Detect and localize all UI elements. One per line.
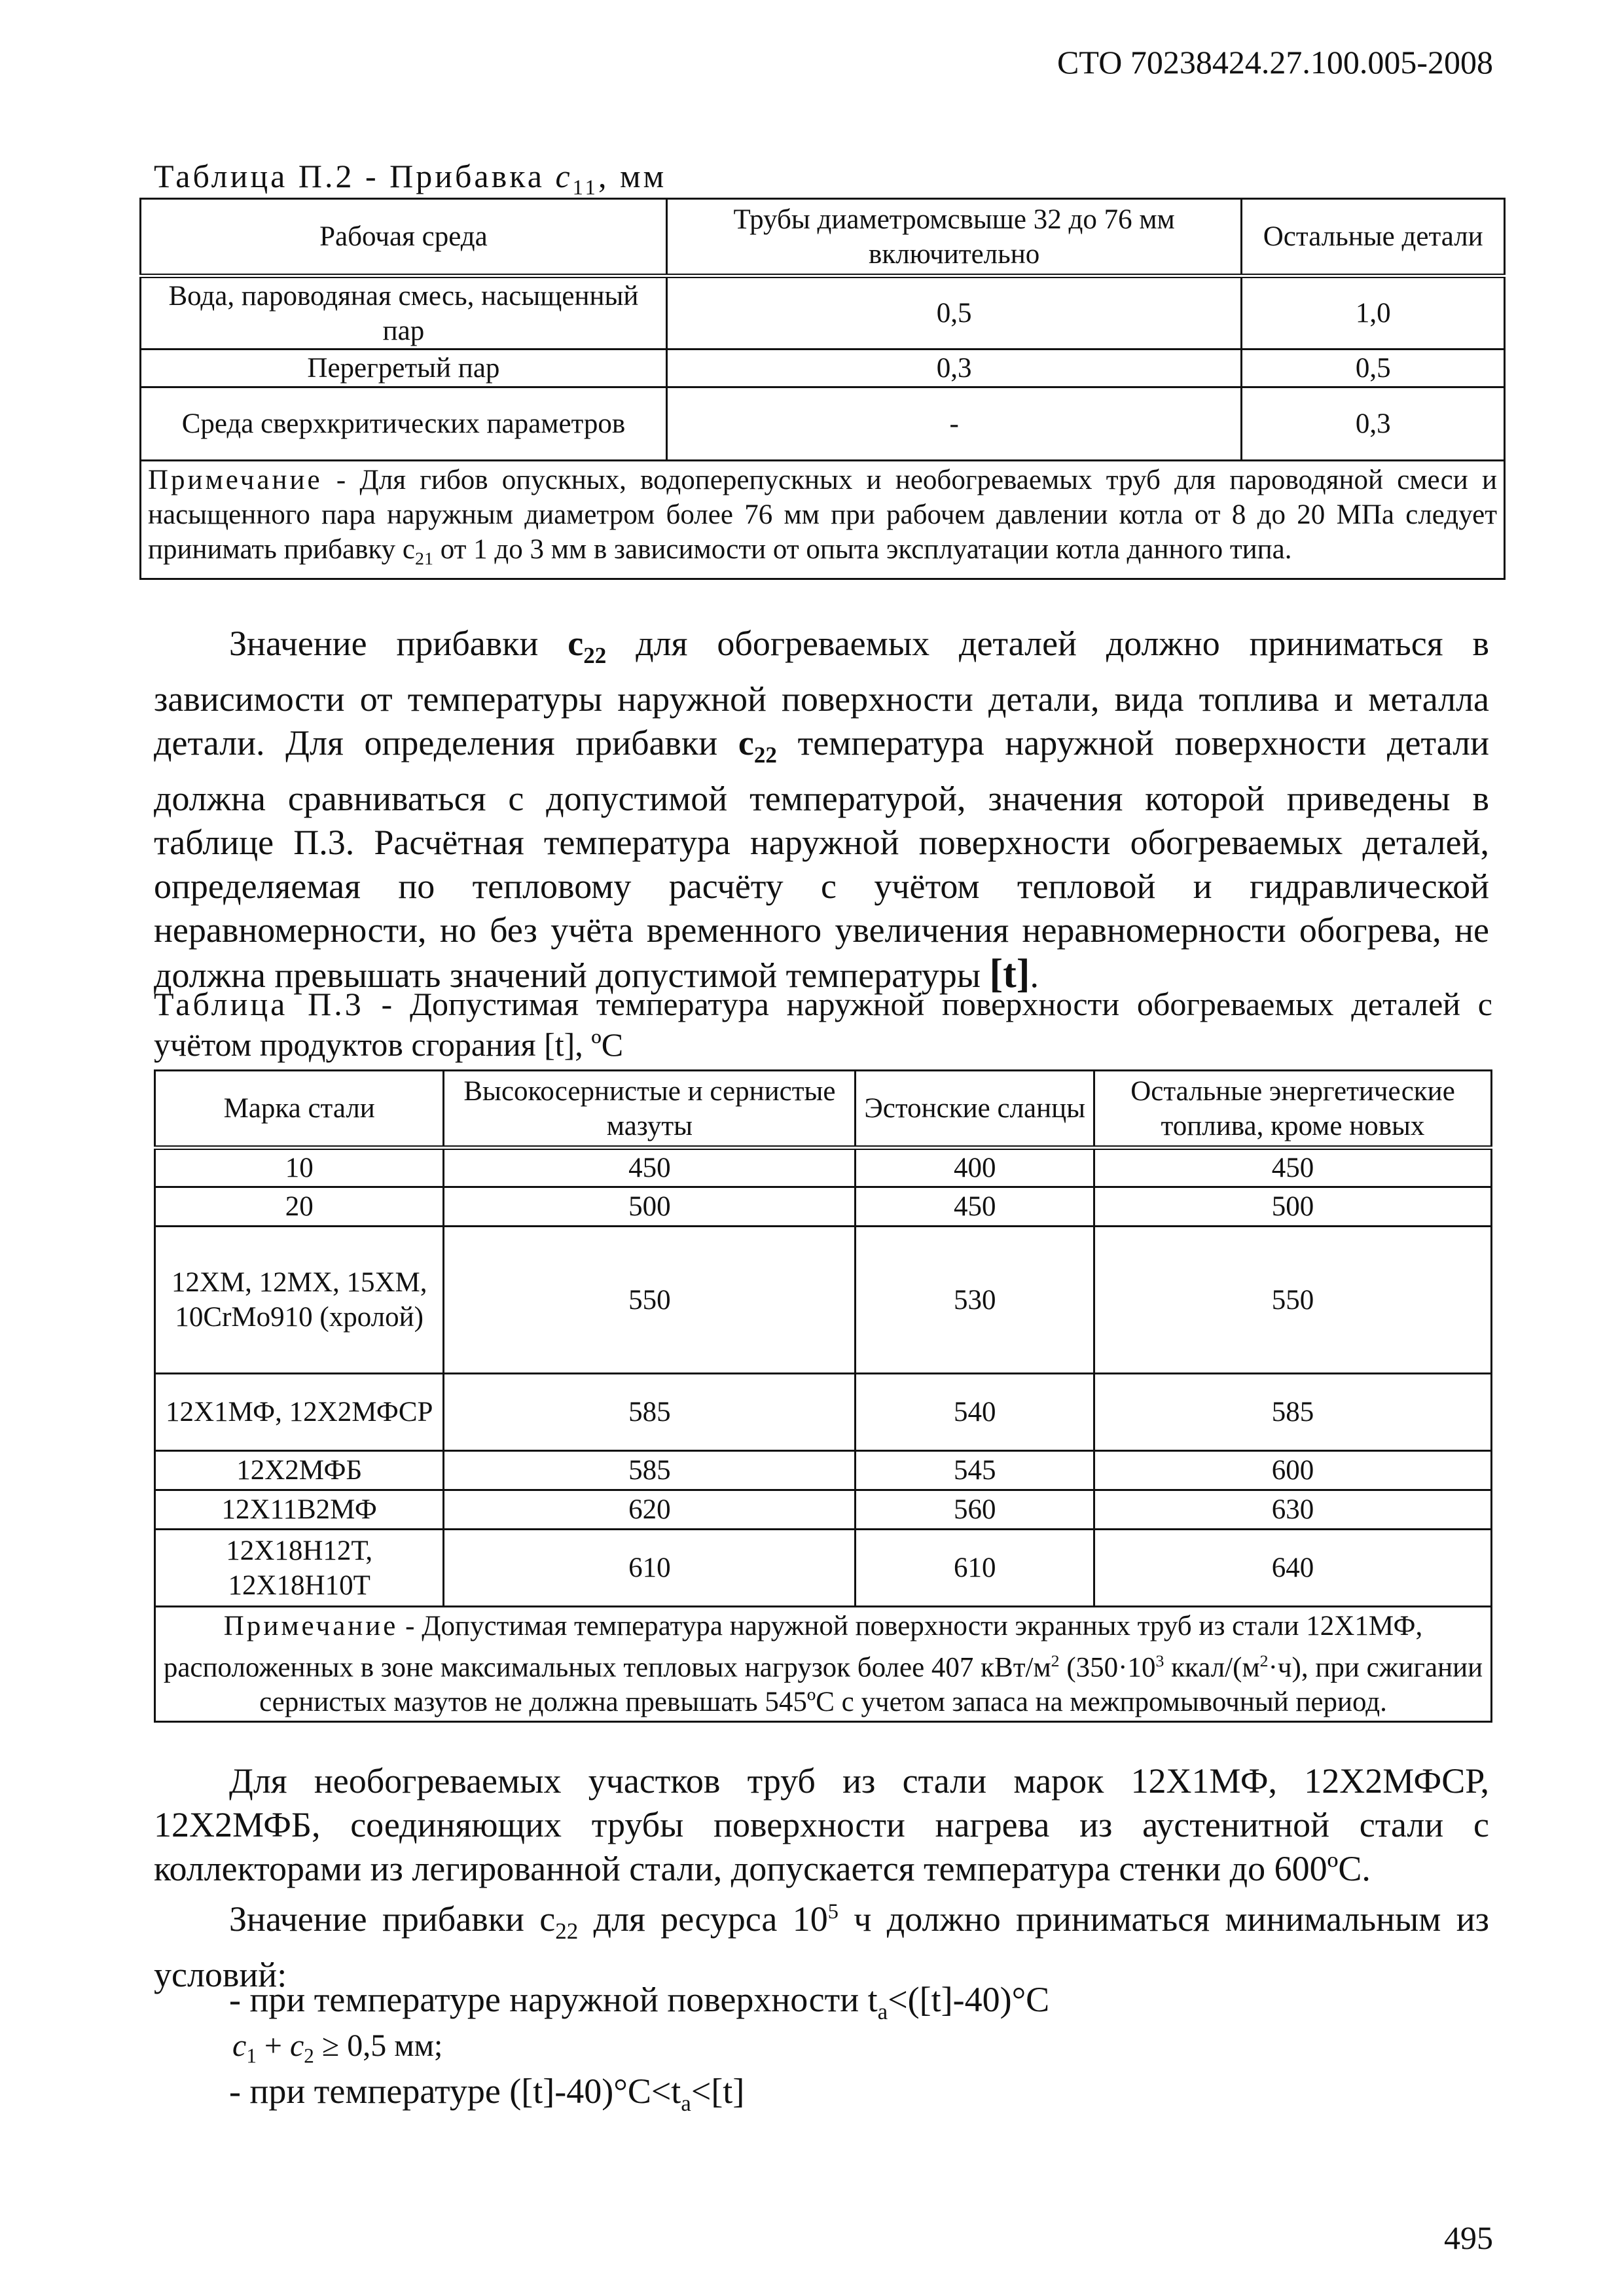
table2-caption-suffix: , мм bbox=[598, 158, 667, 194]
table2-cell: 1,0 bbox=[1242, 276, 1505, 350]
table3-cell: 560 bbox=[856, 1490, 1094, 1530]
table-row bbox=[141, 387, 1505, 461]
para3-text: ч должно приниматься минимальным из условий: bbox=[154, 1899, 1489, 1994]
table-row bbox=[155, 1187, 1492, 1227]
table3-note-text: ·ч), при сжигании сернистых мазутов не должна превышать 545ºС с учетом запаса на межпромывочный период. bbox=[259, 1652, 1483, 1718]
table3-cell: 500 bbox=[444, 1187, 856, 1227]
table3-cell: 12ХМ, 12МХ, 15ХМ, 10CrMo910 (хролой) bbox=[155, 1227, 444, 1374]
para1-t-symbol: [t] bbox=[989, 951, 1030, 996]
table-row bbox=[155, 1227, 1492, 1374]
table3-cell: 600 bbox=[1094, 1451, 1491, 1490]
table3-cell: 12Х2МФБ bbox=[155, 1451, 444, 1490]
table3-cell: 545 bbox=[856, 1451, 1094, 1490]
table3-cell: 550 bbox=[1094, 1227, 1491, 1374]
table2-cell: Перегретый пар bbox=[141, 350, 667, 387]
para3-sub: 22 bbox=[555, 1918, 579, 1944]
document-code: СТО 70238424.27.100.005-2008 bbox=[1057, 44, 1493, 81]
table2-cell: Вода, пароводяная смесь, насыщенный пар bbox=[141, 276, 667, 350]
table3-note-text: ккал/(м bbox=[1164, 1652, 1260, 1683]
table3 bbox=[154, 1069, 1492, 1723]
table2-header-cell: Остальные детали bbox=[1242, 199, 1505, 276]
table3-caption bbox=[154, 984, 1492, 1065]
table2-cell: Среда сверхкритических параметров bbox=[141, 387, 667, 461]
table2-note bbox=[141, 461, 1505, 579]
table2-caption-sub: 11 bbox=[572, 176, 598, 200]
para1-symbol: $c_{22}$ bbox=[738, 723, 777, 768]
para1-text: температура наружной поверхности детали должна сравниваться с допустимой температурой, значения которой приведены в таблице П.3. Расчётная температура наружной поверхности обогреваемых деталей, определяемая по тепловому расчёту с учётом тепловой и гидравлической неравномерности, но без учёта временного увеличения неравномерности обогрева, не должна превышать значений допустимой температуры bbox=[154, 723, 1489, 995]
table3-header-cell: Марка стали bbox=[155, 1071, 444, 1148]
table3-note-label: Примечание bbox=[223, 1611, 399, 1641]
table3-cell: 585 bbox=[1094, 1374, 1491, 1451]
table3-cell: 450 bbox=[444, 1148, 856, 1187]
table2-cell: 0,3 bbox=[666, 350, 1242, 387]
table3-cell: 585 bbox=[444, 1451, 856, 1490]
para1-text: . bbox=[1030, 955, 1039, 995]
para3-sup: 5 bbox=[827, 1900, 839, 1924]
table-row bbox=[141, 276, 1505, 350]
para3-text: Значение прибавки c bbox=[229, 1899, 556, 1939]
table3-cell: 12Х1МФ, 12Х2МФСР bbox=[155, 1374, 444, 1451]
table2-note-text: - Для гибов опускных, водоперепускных и необогреваемых труб для пароводяной смеси и насыщенного пара наружным диаметром более 76 мм при рабочем давлении котла от 8 до 20 МПа следует принимать прибавку c bbox=[148, 465, 1497, 565]
table3-cell: 540 bbox=[856, 1374, 1094, 1451]
table3-cell: 610 bbox=[856, 1530, 1094, 1607]
para1-symbol: $c_{22}$ bbox=[568, 624, 607, 668]
table-row bbox=[141, 350, 1505, 387]
table3-note-sup: 2 bbox=[1259, 1651, 1269, 1670]
table3-note bbox=[155, 1607, 1492, 1722]
list-item: - при температуре $([t]-40)^\circ C<t_a<[t]$ bbox=[229, 2072, 745, 2116]
list-item: - при температуре наружной поверхности $t_a<([t]-40)^\circ C$ bbox=[229, 1980, 1050, 2024]
paragraph-unheated: Для необогреваемых участков труб из стали марок 12Х1МФ, 12Х2МФСР, 12Х2МФБ, соединяющих трубы поверхности нагрева из аустенитной стали с коллекторами из легированной стали, допускается температура стенки до 600ºС. bbox=[154, 1761, 1489, 1888]
table3-cell: 400 bbox=[856, 1148, 1094, 1187]
table3-caption-text: - Допустимая температура наружной поверхности обогреваемых деталей с учётом продуктов сгорания [t], ºС bbox=[154, 986, 1492, 1063]
para1-text: Значение прибавки bbox=[229, 624, 568, 663]
table2-cell: 0,3 bbox=[1242, 387, 1505, 461]
table3-header-cell: Остальные энергетические топлива, кроме новых bbox=[1094, 1071, 1491, 1148]
formula: $c_1 + c_2 \ge 0,5$ мм; bbox=[232, 2028, 443, 2068]
table3-cell: 550 bbox=[444, 1227, 856, 1374]
table2-note-sub: 21 bbox=[415, 548, 433, 569]
table3-cell: 585 bbox=[444, 1374, 856, 1451]
table3-caption-label: Таблица П.3 bbox=[154, 986, 364, 1022]
para3-text: для ресурса 10 bbox=[578, 1899, 828, 1939]
table3-cell: 10 bbox=[155, 1148, 444, 1187]
table2-note-text-end: от 1 до 3 мм в зависимости от опыта эксплуатации котла данного типа. bbox=[433, 534, 1292, 565]
page-number: 495 bbox=[1444, 2219, 1493, 2256]
table-row bbox=[155, 1148, 1492, 1187]
table3-cell: 640 bbox=[1094, 1530, 1491, 1607]
table3-cell: 500 bbox=[1094, 1187, 1491, 1227]
table2-cell: 0,5 bbox=[666, 276, 1242, 350]
table3-header-cell: Эстонские сланцы bbox=[856, 1071, 1094, 1148]
table3-cell: 610 bbox=[444, 1530, 856, 1607]
table2 bbox=[139, 198, 1506, 580]
table3-cell: 450 bbox=[1094, 1148, 1491, 1187]
table2-caption-prefix: Таблица П.2 - Прибавка bbox=[154, 158, 545, 194]
table3-cell: 530 bbox=[856, 1227, 1094, 1374]
table3-cell: 12Х18Н12Т, 12Х18Н10Т bbox=[155, 1530, 444, 1607]
table3-cell: 620 bbox=[444, 1490, 856, 1530]
table3-header-cell: Высокосернистые и сернистые мазуты bbox=[444, 1071, 856, 1148]
table2-caption-symbol: c bbox=[555, 158, 573, 194]
table3-cell: 450 bbox=[856, 1187, 1094, 1227]
table2-cell: 0,5 bbox=[1242, 350, 1505, 387]
table3-note-text: - Допустимая температура наружной поверхности экранных труб из стали 12Х1МФ, расположенных в зоне максимальных тепловых нагрузок более 407 кВт/м bbox=[163, 1611, 1423, 1683]
table3-note-text: (350·10 bbox=[1059, 1652, 1156, 1683]
table-row bbox=[155, 1530, 1492, 1607]
table-row bbox=[155, 1374, 1492, 1451]
table3-cell: 20 bbox=[155, 1187, 444, 1227]
table3-cell: 12Х11В2МФ bbox=[155, 1490, 444, 1530]
table-row bbox=[155, 1490, 1492, 1530]
table2-note-label: Примечание bbox=[148, 465, 323, 495]
para1-text: для обогреваемых деталей должно приниматься в зависимости от температуры наружной поверхности детали, вида топлива и металла детали. Для определения прибавки bbox=[154, 624, 1489, 762]
table3-note-sup: 3 bbox=[1155, 1651, 1164, 1670]
table3-note-sup: 2 bbox=[1051, 1651, 1060, 1670]
table2-header-cell: Рабочая среда bbox=[141, 199, 667, 276]
table-row bbox=[155, 1451, 1492, 1490]
paragraph-c22 bbox=[154, 622, 1489, 997]
table3-cell: 630 bbox=[1094, 1490, 1491, 1530]
table2-cell: - bbox=[666, 387, 1242, 461]
table2-header-cell: Трубы диаметромсвыше 32 до 76 мм включительно bbox=[666, 199, 1242, 276]
